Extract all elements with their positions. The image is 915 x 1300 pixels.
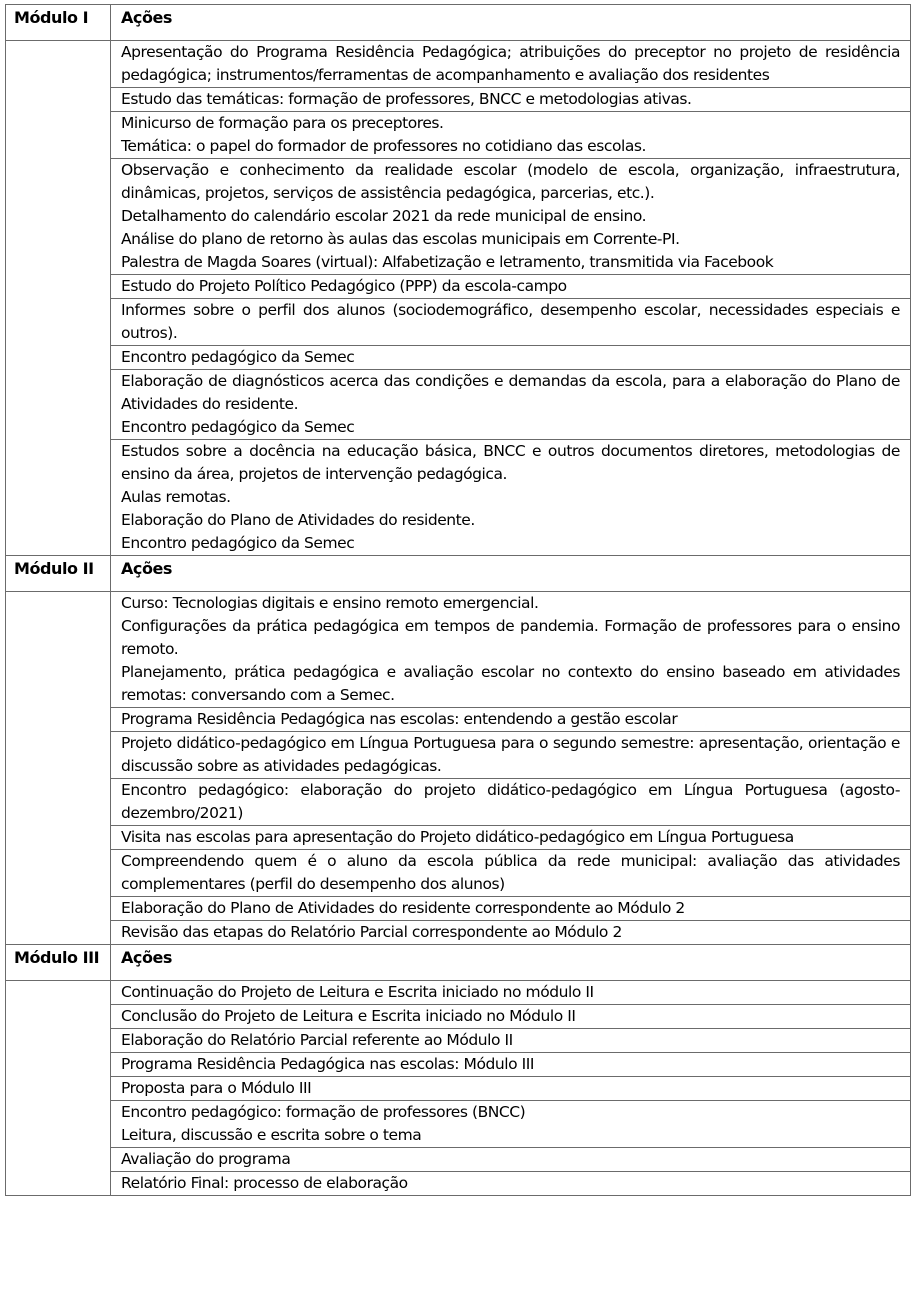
action-cell: [111, 275, 911, 299]
action-text: Estudo do Projeto Político Pedagógico (PPP) da escola-campo: [121, 277, 567, 295]
action-row: [6, 275, 911, 299]
module-empty-cell: [6, 592, 111, 945]
action-row: [6, 732, 911, 779]
action-text: Elaboração do Relatório Parcial referente ao Módulo II: [121, 1031, 513, 1049]
action-cell: [111, 981, 911, 1005]
action-text: Programa Residência Pedagógica nas escolas: entendendo a gestão escolar: [121, 710, 678, 728]
action-row: [6, 1148, 911, 1172]
action-row: [6, 370, 911, 440]
action-cell: [111, 1101, 911, 1148]
action-text: Encontro pedagógico da Semec: [121, 348, 355, 366]
module-header-row: [6, 556, 911, 592]
action-text: Relatório Final: processo de elaboração: [121, 1174, 408, 1192]
module-title: Módulo II: [6, 556, 111, 592]
action-cell: [111, 1172, 911, 1196]
action-row: [6, 850, 911, 897]
action-row: [6, 708, 911, 732]
action-cell: [111, 779, 911, 826]
module-title: Módulo I: [6, 5, 111, 41]
action-text: Leitura, discussão e escrita sobre o tema: [121, 1126, 422, 1144]
actions-header: Ações: [111, 945, 911, 981]
action-text: Programa Residência Pedagógica nas escolas: Módulo III: [121, 1055, 534, 1073]
action-cell: [111, 1029, 911, 1053]
action-text: Visita nas escolas para apresentação do Projeto didático-pedagógico em Língua Portuguesa: [121, 828, 794, 846]
action-row: [6, 1101, 911, 1148]
action-text: Minicurso de formação para os preceptores.: [121, 114, 444, 132]
action-text: Encontro pedagógico da Semec: [121, 534, 355, 552]
action-text: Detalhamento do calendário escolar 2021 da rede municipal de ensino.: [121, 207, 647, 225]
action-text: Elaboração de diagnósticos acerca das condições e demandas da escola, para a elaboração do Plano de Atividades do residente.: [121, 372, 900, 413]
action-row: [6, 592, 911, 708]
action-text: Apresentação do Programa Residência Pedagógica; atribuições do preceptor no projeto de residência pedagógica; instrumentos/ferramentas de acompanhamento e avaliação dos residentes: [121, 43, 900, 84]
action-text: Observação e conhecimento da realidade escolar (modelo de escola, organização, infraestrutura, dinâmicas, projetos, serviços de assistência pedagógica, parcerias, etc.).: [121, 161, 900, 202]
action-row: [6, 41, 911, 88]
actions-header: Ações: [111, 556, 911, 592]
action-text: Compreendendo quem é o aluno da escola pública da rede municipal: avaliação das atividades complementares (perfil do desempenho dos alunos): [121, 852, 900, 893]
action-cell: [111, 370, 911, 440]
action-text: Configurações da prática pedagógica em tempos de pandemia. Formação de professores para o ensino remoto.: [121, 617, 900, 658]
action-cell: [111, 1053, 911, 1077]
action-text: Análise do plano de retorno às aulas das escolas municipais em Corrente-PI.: [121, 230, 680, 248]
action-row: [6, 159, 911, 275]
action-row: [6, 112, 911, 159]
action-cell: [111, 732, 911, 779]
action-cell: [111, 1077, 911, 1101]
action-row: [6, 88, 911, 112]
action-cell: [111, 112, 911, 159]
action-row: [6, 1029, 911, 1053]
action-cell: [111, 826, 911, 850]
action-text: Planejamento, prática pedagógica e avaliação escolar no contexto do ensino baseado em atividades remotas: conversando com a Semec.: [121, 663, 900, 704]
action-text: Estudo das temáticas: formação de professores, BNCC e metodologias ativas.: [121, 90, 692, 108]
action-cell: [111, 921, 911, 945]
action-row: [6, 826, 911, 850]
action-row: [6, 779, 911, 826]
action-row: [6, 440, 911, 556]
action-text: Temática: o papel do formador de professores no cotidiano das escolas.: [121, 137, 647, 155]
action-text: Proposta para o Módulo III: [121, 1079, 312, 1097]
module-header-row: [6, 5, 911, 41]
action-text: Encontro pedagógico: formação de professores (BNCC): [121, 1103, 526, 1121]
module-title: Módulo III: [6, 945, 111, 981]
action-cell: [111, 159, 911, 275]
module-header-row: [6, 945, 911, 981]
action-text: Continuação do Projeto de Leitura e Escrita iniciado no módulo II: [121, 983, 594, 1001]
action-text: Estudos sobre a docência na educação básica, BNCC e outros documentos diretores, metodologias de ensino da área, projetos de intervenção pedagógica.: [121, 442, 900, 483]
action-cell: [111, 708, 911, 732]
action-text: Encontro pedagógico da Semec: [121, 418, 355, 436]
modules-actions-table: [5, 4, 911, 1196]
action-row: [6, 1053, 911, 1077]
action-row: [6, 1077, 911, 1101]
action-text: Curso: Tecnologias digitais e ensino remoto emergencial.: [121, 594, 539, 612]
module-empty-cell: [6, 41, 111, 556]
action-text: Conclusão do Projeto de Leitura e Escrita iniciado no Módulo II: [121, 1007, 576, 1025]
action-row: [6, 897, 911, 921]
action-text: Informes sobre o perfil dos alunos (sociodemográfico, desempenho escolar, necessidades especiais e outros).: [121, 301, 900, 342]
module-empty-cell: [6, 981, 111, 1196]
action-row: [6, 1172, 911, 1196]
action-cell: [111, 850, 911, 897]
action-cell: [111, 299, 911, 346]
action-cell: [111, 88, 911, 112]
action-row: [6, 1005, 911, 1029]
action-text: Elaboração do Plano de Atividades do residente correspondente ao Módulo 2: [121, 899, 685, 917]
action-text: Avaliação do programa: [121, 1150, 291, 1168]
action-text: Revisão das etapas do Relatório Parcial correspondente ao Módulo 2: [121, 923, 622, 941]
action-cell: [111, 440, 911, 556]
action-cell: [111, 1148, 911, 1172]
action-text: Projeto didático-pedagógico em Língua Portuguesa para o segundo semestre: apresentação, orientação e discussão sobre as atividades pedagógicas.: [121, 734, 900, 775]
action-row: [6, 981, 911, 1005]
action-text: Encontro pedagógico: elaboração do projeto didático-pedagógico em Língua Portuguesa (agosto-dezembro/2021): [121, 781, 900, 822]
action-row: [6, 346, 911, 370]
action-row: [6, 921, 911, 945]
action-text: Aulas remotas.: [121, 488, 231, 506]
actions-header: Ações: [111, 5, 911, 41]
action-cell: [111, 41, 911, 88]
action-text: Elaboração do Plano de Atividades do residente.: [121, 511, 475, 529]
action-cell: [111, 592, 911, 708]
action-row: [6, 299, 911, 346]
table-body: [6, 5, 911, 1196]
action-cell: [111, 1005, 911, 1029]
action-text: Palestra de Magda Soares (virtual): Alfabetização e letramento, transmitida via Facebook: [121, 253, 774, 271]
action-cell: [111, 346, 911, 370]
action-cell: [111, 897, 911, 921]
